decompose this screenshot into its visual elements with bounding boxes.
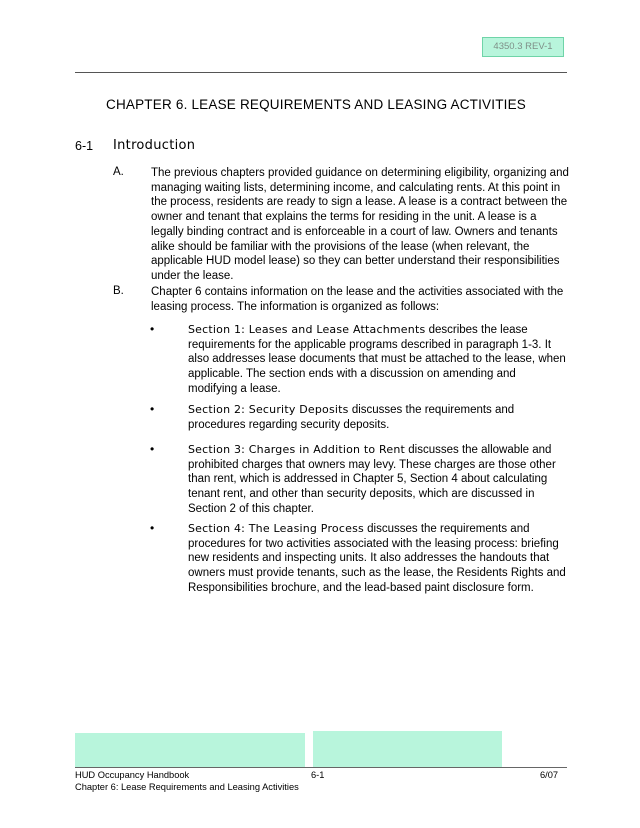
- bullet-item-section-2: [188, 403, 568, 432]
- bullet-heading: Section 1: Leases and Lease Attachments: [188, 323, 426, 336]
- revision-badge: 4350.3 REV-1: [482, 37, 564, 57]
- bullet-heading: Section 4: The Leasing Process: [188, 522, 364, 535]
- bullet-marker: •: [150, 442, 155, 456]
- footer-page-number: 6-1: [311, 770, 325, 780]
- footer-handbook-title: HUD Occupancy Handbook: [75, 770, 190, 780]
- bullet-body: discusses the requirements and procedures regarding security deposits.: [188, 404, 515, 431]
- section-number: 6-1: [75, 139, 94, 153]
- paragraph-b: Chapter 6 contains information on the lease and the activities associated with the leasing process. The information is organized as follows:: [151, 286, 564, 313]
- footer-chapter-title: Chapter 6: Lease Requirements and Leasing Activities: [75, 782, 299, 792]
- bullet-body: describes the lease requirements for the applicable programs described in paragraph 1-3. It also addresses lease documents that must be attached to the lease, when applicable. The section ends with a discussion on amending and modifying a lease.: [188, 324, 566, 395]
- footer-date: 6/07: [540, 770, 559, 780]
- footer-highlight-right: [313, 731, 502, 767]
- bullet-item-section-3: [188, 443, 568, 517]
- footer-highlight-left: [75, 733, 305, 767]
- paragraph-letter-b: B.: [113, 285, 124, 297]
- bullet-item-section-4: [188, 522, 568, 596]
- bullet-heading: Section 2: Security Deposits: [188, 403, 349, 416]
- chapter-title: CHAPTER 6. LEASE REQUIREMENTS AND LEASING ACTIVITIES: [106, 97, 527, 112]
- section-title: Introduction: [113, 138, 196, 153]
- bullet-marker: •: [150, 402, 155, 416]
- bullet-marker: •: [150, 322, 155, 336]
- header-rule: [75, 72, 567, 73]
- bullet-marker: •: [150, 521, 155, 535]
- paragraph-a: The previous chapters provided guidance on determining eligibility, organizing and managing waiting lists, determining income, and calculating rents. At this point in the process, residents are ready to sign a lease. A lease is a contract between the owner and tenant that explains the terms for residing in the unit. A lease is a legally binding contract and is enforceable in a court of law. Owners and tenants alike should be familiar with the provisions of the lease (when relevant, the applicable HUD model lease) so they can better understand their responsibilities under the lease.: [151, 167, 569, 282]
- bullet-body: discusses the allowable and prohibited charges that owners may levy. These charges are those other than rent, which is addressed in Chapter 5, Section 4 about calculating tenant rent, and other than security deposits, which are discussed in Section 2 of this chapter.: [188, 444, 556, 515]
- footer-rule: [75, 767, 567, 768]
- bullet-item-section-1: [188, 323, 568, 397]
- bullet-heading: Section 3: Charges in Addition to Rent: [188, 443, 406, 456]
- paragraph-letter-a: A.: [113, 166, 124, 178]
- bullet-body: discusses the requirements and procedures for two activities associated with the leasing process: briefing new residents and inspecting units. It also addresses the handouts that owners must provide tenants, such as the lease, the Residents Rights and Responsibilities brochure, and the lead-based paint disclosure form.: [188, 523, 566, 594]
